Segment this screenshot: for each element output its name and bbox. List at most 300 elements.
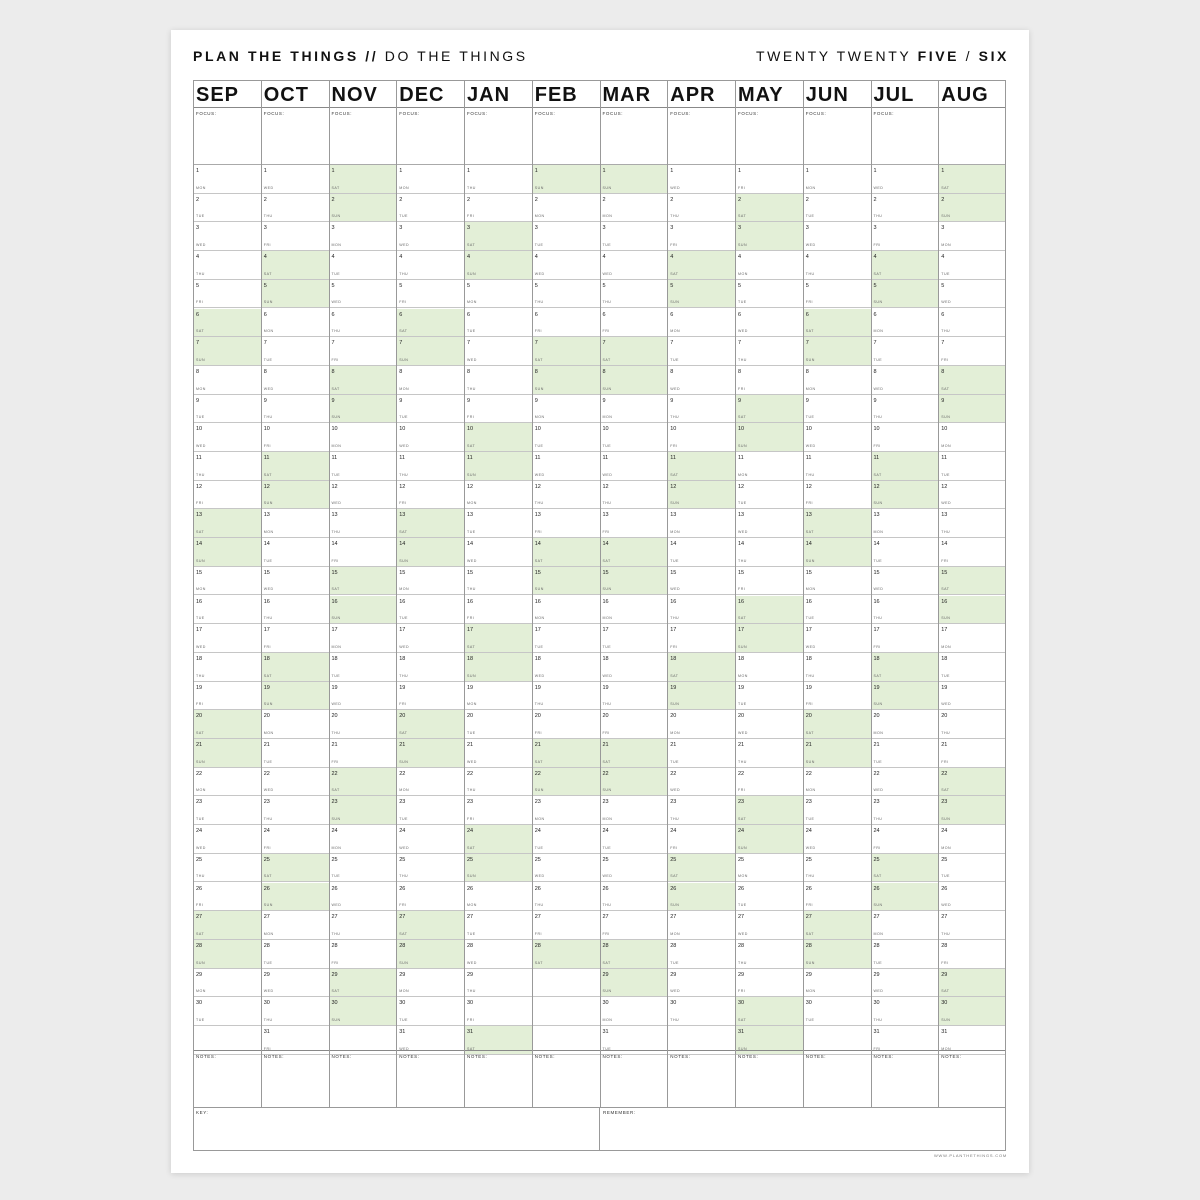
day-cell[interactable]	[938, 509, 1006, 538]
day-cell[interactable]	[735, 796, 803, 825]
notes-cell[interactable]	[396, 1050, 464, 1107]
focus-cell[interactable]	[464, 108, 532, 165]
day-cell[interactable]	[667, 538, 735, 567]
day-cell[interactable]	[396, 395, 464, 424]
day-cell[interactable]	[261, 825, 329, 854]
day-cell[interactable]	[329, 653, 397, 682]
day-cell[interactable]	[261, 682, 329, 711]
day-cell[interactable]	[261, 710, 329, 739]
day-cell[interactable]	[735, 280, 803, 309]
day-cell[interactable]	[667, 567, 735, 596]
day-cell[interactable]	[464, 997, 532, 1026]
day-cell[interactable]	[600, 567, 668, 596]
day-cell[interactable]	[193, 653, 261, 682]
day-cell[interactable]	[396, 251, 464, 280]
day-cell[interactable]	[261, 969, 329, 998]
day-cell[interactable]	[938, 653, 1006, 682]
day-cell[interactable]	[464, 395, 532, 424]
day-cell[interactable]	[735, 395, 803, 424]
day-cell[interactable]	[600, 165, 668, 194]
day-cell[interactable]	[600, 222, 668, 251]
day-cell[interactable]	[532, 194, 600, 223]
day-cell[interactable]	[735, 739, 803, 768]
focus-cell[interactable]	[396, 108, 464, 165]
day-cell[interactable]	[193, 165, 261, 194]
day-cell[interactable]	[803, 739, 871, 768]
day-cell[interactable]	[735, 624, 803, 653]
day-cell[interactable]	[735, 854, 803, 883]
day-cell[interactable]	[871, 997, 939, 1026]
day-cell[interactable]	[938, 710, 1006, 739]
day-cell[interactable]	[938, 280, 1006, 309]
day-cell[interactable]	[464, 969, 532, 998]
day-cell[interactable]	[938, 596, 1006, 625]
day-cell[interactable]	[396, 337, 464, 366]
day-cell[interactable]	[735, 911, 803, 940]
day-cell[interactable]	[193, 395, 261, 424]
day-cell[interactable]	[667, 854, 735, 883]
day-cell[interactable]	[871, 251, 939, 280]
day-cell[interactable]	[193, 251, 261, 280]
notes-cell[interactable]	[871, 1050, 939, 1107]
day-cell[interactable]	[396, 796, 464, 825]
day-cell[interactable]	[735, 452, 803, 481]
day-cell[interactable]	[667, 653, 735, 682]
day-cell[interactable]	[193, 682, 261, 711]
day-cell[interactable]	[396, 710, 464, 739]
day-cell[interactable]	[871, 624, 939, 653]
day-cell[interactable]	[735, 969, 803, 998]
day-cell[interactable]	[193, 567, 261, 596]
day-cell[interactable]	[938, 768, 1006, 797]
day-cell[interactable]	[735, 682, 803, 711]
day-cell[interactable]	[261, 423, 329, 452]
day-cell[interactable]	[803, 796, 871, 825]
day-cell[interactable]	[803, 222, 871, 251]
day-cell[interactable]	[532, 940, 600, 969]
day-cell[interactable]	[600, 997, 668, 1026]
day-cell[interactable]	[396, 825, 464, 854]
day-cell[interactable]	[464, 653, 532, 682]
day-cell[interactable]	[871, 567, 939, 596]
day-cell[interactable]	[938, 739, 1006, 768]
day-cell[interactable]	[803, 653, 871, 682]
day-cell[interactable]	[600, 624, 668, 653]
day-cell[interactable]	[464, 567, 532, 596]
day-cell[interactable]	[329, 911, 397, 940]
day-cell[interactable]	[803, 911, 871, 940]
day-cell[interactable]	[193, 624, 261, 653]
empty-day-cell[interactable]	[532, 997, 600, 1026]
day-cell[interactable]	[193, 222, 261, 251]
day-cell[interactable]	[464, 854, 532, 883]
day-cell[interactable]	[735, 768, 803, 797]
day-cell[interactable]	[600, 337, 668, 366]
empty-day-cell[interactable]	[532, 969, 600, 998]
day-cell[interactable]	[193, 739, 261, 768]
day-cell[interactable]	[261, 911, 329, 940]
day-cell[interactable]	[871, 768, 939, 797]
day-cell[interactable]	[532, 251, 600, 280]
day-cell[interactable]	[871, 739, 939, 768]
day-cell[interactable]	[532, 883, 600, 912]
day-cell[interactable]	[667, 596, 735, 625]
day-cell[interactable]	[464, 739, 532, 768]
day-cell[interactable]	[803, 682, 871, 711]
day-cell[interactable]	[735, 337, 803, 366]
day-cell[interactable]	[329, 969, 397, 998]
day-cell[interactable]	[329, 854, 397, 883]
day-cell[interactable]	[667, 194, 735, 223]
day-cell[interactable]	[871, 337, 939, 366]
day-cell[interactable]	[871, 710, 939, 739]
day-cell[interactable]	[261, 538, 329, 567]
day-cell[interactable]	[938, 825, 1006, 854]
day-cell[interactable]	[532, 624, 600, 653]
day-cell[interactable]	[871, 222, 939, 251]
day-cell[interactable]	[871, 883, 939, 912]
day-cell[interactable]	[464, 251, 532, 280]
day-cell[interactable]	[261, 940, 329, 969]
day-cell[interactable]	[871, 194, 939, 223]
day-cell[interactable]	[396, 222, 464, 251]
day-cell[interactable]	[803, 309, 871, 338]
day-cell[interactable]	[600, 395, 668, 424]
day-cell[interactable]	[532, 854, 600, 883]
day-cell[interactable]	[803, 481, 871, 510]
day-cell[interactable]	[329, 997, 397, 1026]
day-cell[interactable]	[871, 280, 939, 309]
day-cell[interactable]	[667, 309, 735, 338]
day-cell[interactable]	[329, 337, 397, 366]
day-cell[interactable]	[532, 682, 600, 711]
day-cell[interactable]	[464, 538, 532, 567]
day-cell[interactable]	[667, 682, 735, 711]
day-cell[interactable]	[871, 538, 939, 567]
day-cell[interactable]	[261, 251, 329, 280]
day-cell[interactable]	[871, 796, 939, 825]
day-cell[interactable]	[261, 739, 329, 768]
day-cell[interactable]	[600, 251, 668, 280]
day-cell[interactable]	[396, 997, 464, 1026]
day-cell[interactable]	[193, 768, 261, 797]
day-cell[interactable]	[600, 768, 668, 797]
notes-cell[interactable]	[193, 1050, 261, 1107]
day-cell[interactable]	[667, 825, 735, 854]
day-cell[interactable]	[735, 538, 803, 567]
day-cell[interactable]	[803, 395, 871, 424]
day-cell[interactable]	[329, 251, 397, 280]
day-cell[interactable]	[871, 940, 939, 969]
day-cell[interactable]	[667, 969, 735, 998]
day-cell[interactable]	[803, 883, 871, 912]
day-cell[interactable]	[261, 309, 329, 338]
day-cell[interactable]	[735, 423, 803, 452]
day-cell[interactable]	[193, 509, 261, 538]
day-cell[interactable]	[600, 423, 668, 452]
day-cell[interactable]	[871, 309, 939, 338]
day-cell[interactable]	[667, 452, 735, 481]
day-cell[interactable]	[193, 969, 261, 998]
day-cell[interactable]	[532, 366, 600, 395]
day-cell[interactable]	[600, 280, 668, 309]
day-cell[interactable]	[667, 481, 735, 510]
day-cell[interactable]	[532, 452, 600, 481]
day-cell[interactable]	[193, 366, 261, 395]
day-cell[interactable]	[396, 481, 464, 510]
notes-cell[interactable]	[532, 1050, 600, 1107]
day-cell[interactable]	[667, 165, 735, 194]
focus-cell[interactable]	[667, 108, 735, 165]
day-cell[interactable]	[667, 739, 735, 768]
day-cell[interactable]	[667, 423, 735, 452]
day-cell[interactable]	[803, 624, 871, 653]
day-cell[interactable]	[667, 997, 735, 1026]
day-cell[interactable]	[396, 883, 464, 912]
day-cell[interactable]	[803, 825, 871, 854]
day-cell[interactable]	[803, 194, 871, 223]
day-cell[interactable]	[871, 395, 939, 424]
day-cell[interactable]	[464, 423, 532, 452]
day-cell[interactable]	[464, 222, 532, 251]
day-cell[interactable]	[261, 653, 329, 682]
day-cell[interactable]	[193, 596, 261, 625]
day-cell[interactable]	[600, 825, 668, 854]
day-cell[interactable]	[329, 682, 397, 711]
day-cell[interactable]	[938, 682, 1006, 711]
day-cell[interactable]	[261, 567, 329, 596]
day-cell[interactable]	[329, 940, 397, 969]
day-cell[interactable]	[871, 423, 939, 452]
day-cell[interactable]	[464, 883, 532, 912]
day-cell[interactable]	[938, 567, 1006, 596]
day-cell[interactable]	[464, 768, 532, 797]
day-cell[interactable]	[600, 366, 668, 395]
day-cell[interactable]	[871, 481, 939, 510]
day-cell[interactable]	[803, 596, 871, 625]
day-cell[interactable]	[464, 280, 532, 309]
day-cell[interactable]	[261, 854, 329, 883]
day-cell[interactable]	[464, 165, 532, 194]
day-cell[interactable]	[735, 596, 803, 625]
day-cell[interactable]	[938, 395, 1006, 424]
day-cell[interactable]	[532, 796, 600, 825]
day-cell[interactable]	[667, 768, 735, 797]
day-cell[interactable]	[871, 509, 939, 538]
day-cell[interactable]	[532, 710, 600, 739]
day-cell[interactable]	[600, 883, 668, 912]
day-cell[interactable]	[532, 481, 600, 510]
day-cell[interactable]	[193, 280, 261, 309]
day-cell[interactable]	[464, 366, 532, 395]
day-cell[interactable]	[735, 481, 803, 510]
day-cell[interactable]	[532, 222, 600, 251]
day-cell[interactable]	[464, 710, 532, 739]
day-cell[interactable]	[464, 309, 532, 338]
day-cell[interactable]	[938, 538, 1006, 567]
day-cell[interactable]	[329, 739, 397, 768]
day-cell[interactable]	[261, 280, 329, 309]
day-cell[interactable]	[667, 796, 735, 825]
day-cell[interactable]	[667, 251, 735, 280]
day-cell[interactable]	[803, 280, 871, 309]
day-cell[interactable]	[938, 366, 1006, 395]
day-cell[interactable]	[532, 337, 600, 366]
day-cell[interactable]	[464, 796, 532, 825]
day-cell[interactable]	[464, 452, 532, 481]
day-cell[interactable]	[532, 423, 600, 452]
day-cell[interactable]	[464, 337, 532, 366]
day-cell[interactable]	[396, 624, 464, 653]
day-cell[interactable]	[667, 337, 735, 366]
focus-cell[interactable]	[329, 108, 397, 165]
day-cell[interactable]	[261, 452, 329, 481]
day-cell[interactable]	[193, 337, 261, 366]
day-cell[interactable]	[261, 509, 329, 538]
day-cell[interactable]	[329, 596, 397, 625]
day-cell[interactable]	[803, 251, 871, 280]
day-cell[interactable]	[396, 423, 464, 452]
day-cell[interactable]	[600, 309, 668, 338]
day-cell[interactable]	[193, 796, 261, 825]
day-cell[interactable]	[329, 481, 397, 510]
day-cell[interactable]	[261, 883, 329, 912]
day-cell[interactable]	[532, 911, 600, 940]
day-cell[interactable]	[532, 165, 600, 194]
day-cell[interactable]	[532, 825, 600, 854]
focus-cell[interactable]	[938, 108, 1006, 165]
day-cell[interactable]	[735, 825, 803, 854]
day-cell[interactable]	[193, 309, 261, 338]
day-cell[interactable]	[600, 796, 668, 825]
day-cell[interactable]	[600, 682, 668, 711]
focus-cell[interactable]	[871, 108, 939, 165]
day-cell[interactable]	[600, 194, 668, 223]
day-cell[interactable]	[396, 567, 464, 596]
day-cell[interactable]	[193, 997, 261, 1026]
day-cell[interactable]	[735, 194, 803, 223]
day-cell[interactable]	[193, 194, 261, 223]
day-cell[interactable]	[938, 624, 1006, 653]
day-cell[interactable]	[938, 969, 1006, 998]
notes-cell[interactable]	[938, 1050, 1006, 1107]
day-cell[interactable]	[600, 596, 668, 625]
day-cell[interactable]	[261, 366, 329, 395]
focus-cell[interactable]	[803, 108, 871, 165]
day-cell[interactable]	[600, 911, 668, 940]
day-cell[interactable]	[532, 509, 600, 538]
day-cell[interactable]	[938, 194, 1006, 223]
day-cell[interactable]	[735, 940, 803, 969]
day-cell[interactable]	[938, 997, 1006, 1026]
notes-cell[interactable]	[667, 1050, 735, 1107]
day-cell[interactable]	[396, 854, 464, 883]
day-cell[interactable]	[329, 509, 397, 538]
day-cell[interactable]	[329, 825, 397, 854]
day-cell[interactable]	[193, 911, 261, 940]
day-cell[interactable]	[396, 509, 464, 538]
day-cell[interactable]	[735, 710, 803, 739]
day-cell[interactable]	[193, 854, 261, 883]
day-cell[interactable]	[261, 395, 329, 424]
day-cell[interactable]	[396, 682, 464, 711]
day-cell[interactable]	[396, 653, 464, 682]
day-cell[interactable]	[600, 509, 668, 538]
day-cell[interactable]	[735, 997, 803, 1026]
day-cell[interactable]	[464, 825, 532, 854]
day-cell[interactable]	[938, 796, 1006, 825]
focus-cell[interactable]	[261, 108, 329, 165]
day-cell[interactable]	[600, 854, 668, 883]
day-cell[interactable]	[667, 883, 735, 912]
day-cell[interactable]	[329, 280, 397, 309]
day-cell[interactable]	[803, 854, 871, 883]
day-cell[interactable]	[396, 309, 464, 338]
day-cell[interactable]	[735, 509, 803, 538]
day-cell[interactable]	[329, 710, 397, 739]
day-cell[interactable]	[329, 624, 397, 653]
day-cell[interactable]	[464, 596, 532, 625]
day-cell[interactable]	[329, 768, 397, 797]
day-cell[interactable]	[600, 739, 668, 768]
day-cell[interactable]	[735, 309, 803, 338]
day-cell[interactable]	[261, 222, 329, 251]
day-cell[interactable]	[667, 911, 735, 940]
day-cell[interactable]	[329, 222, 397, 251]
day-cell[interactable]	[329, 395, 397, 424]
day-cell[interactable]	[329, 883, 397, 912]
day-cell[interactable]	[938, 452, 1006, 481]
day-cell[interactable]	[261, 997, 329, 1026]
day-cell[interactable]	[600, 538, 668, 567]
day-cell[interactable]	[871, 596, 939, 625]
day-cell[interactable]	[329, 452, 397, 481]
day-cell[interactable]	[464, 911, 532, 940]
day-cell[interactable]	[329, 194, 397, 223]
day-cell[interactable]	[464, 194, 532, 223]
day-cell[interactable]	[803, 538, 871, 567]
day-cell[interactable]	[871, 452, 939, 481]
day-cell[interactable]	[735, 251, 803, 280]
day-cell[interactable]	[193, 883, 261, 912]
day-cell[interactable]	[532, 538, 600, 567]
notes-cell[interactable]	[803, 1050, 871, 1107]
day-cell[interactable]	[396, 452, 464, 481]
day-cell[interactable]	[667, 940, 735, 969]
day-cell[interactable]	[261, 481, 329, 510]
day-cell[interactable]	[803, 969, 871, 998]
day-cell[interactable]	[803, 997, 871, 1026]
day-cell[interactable]	[532, 596, 600, 625]
day-cell[interactable]	[193, 710, 261, 739]
day-cell[interactable]	[938, 309, 1006, 338]
day-cell[interactable]	[464, 509, 532, 538]
day-cell[interactable]	[532, 739, 600, 768]
notes-cell[interactable]	[600, 1050, 668, 1107]
day-cell[interactable]	[193, 481, 261, 510]
notes-cell[interactable]	[261, 1050, 329, 1107]
day-cell[interactable]	[329, 366, 397, 395]
day-cell[interactable]	[938, 165, 1006, 194]
notes-cell[interactable]	[735, 1050, 803, 1107]
day-cell[interactable]	[803, 710, 871, 739]
day-cell[interactable]	[464, 940, 532, 969]
day-cell[interactable]	[261, 596, 329, 625]
day-cell[interactable]	[735, 883, 803, 912]
day-cell[interactable]	[396, 366, 464, 395]
day-cell[interactable]	[667, 280, 735, 309]
notes-cell[interactable]	[464, 1050, 532, 1107]
